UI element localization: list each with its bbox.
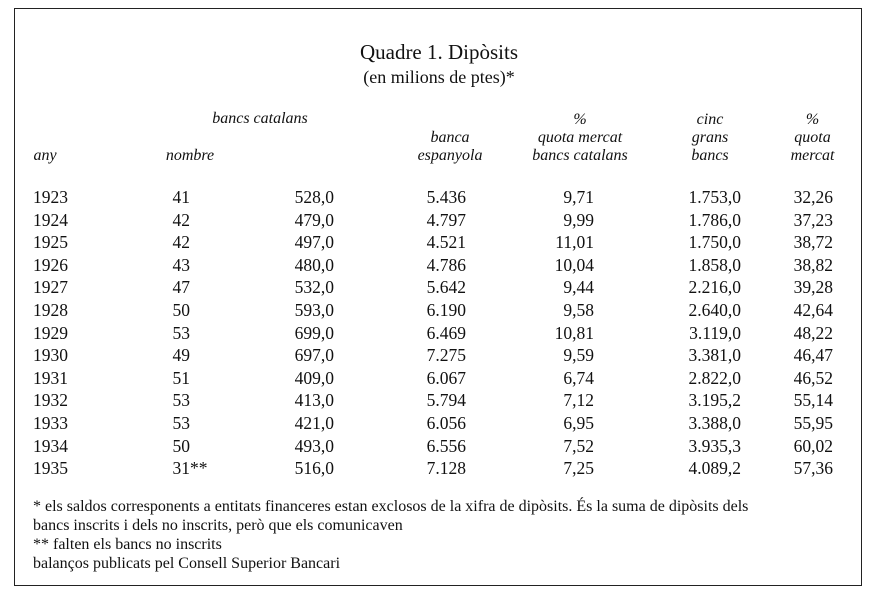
cell-nombre <box>160 187 220 208</box>
cell-any: 1924 <box>33 209 68 230</box>
cell-diposits: 697,0 <box>294 345 334 366</box>
note-line: * els saldos corresponents a entitats financeres estan exclosos de la xifra de dipòsits. És la suma de dipòsits dels <box>33 498 749 515</box>
cell-nombre <box>160 277 220 298</box>
cell-quota-catalans: 10,04 <box>554 254 594 275</box>
cell-nombre-footnote: ** <box>190 458 208 479</box>
cell-quota-mercat: 57,36 <box>793 458 833 479</box>
cell-nombre-value: 49 <box>172 345 190 366</box>
cell-quota-mercat: 46,47 <box>793 345 833 366</box>
cell-quota-mercat: 37,23 <box>793 209 833 230</box>
cell-quota-catalans: 7,52 <box>563 435 594 456</box>
note-line: bancs inscrits i dels no inscrits, però que els comunicaven <box>33 517 403 534</box>
cell-diposits: 480,0 <box>294 254 334 275</box>
cell-nombre <box>160 232 220 253</box>
cell-nombre <box>160 368 220 389</box>
cell-nombre <box>160 255 220 276</box>
cell-nombre <box>160 345 220 366</box>
cell-cinc-grans: 3.935,3 <box>688 435 741 456</box>
cell-banca-espanyola: 4.521 <box>426 232 466 253</box>
note-line: ** falten els bancs no inscrits <box>33 536 222 553</box>
cell-quota-catalans: 9,44 <box>563 277 594 298</box>
cell-any: 1931 <box>33 367 68 388</box>
cell-cinc-grans: 3.195,2 <box>688 390 741 411</box>
table-row <box>0 368 878 391</box>
table-row <box>0 390 878 413</box>
header-quota-mercat: % quota mercat <box>790 111 835 164</box>
cell-any: 1933 <box>33 412 68 433</box>
header-banca-espanyola: banca espanyola <box>417 129 483 164</box>
cell-diposits: 479,0 <box>294 209 334 230</box>
cell-banca-espanyola: 6.056 <box>426 412 466 433</box>
table-row <box>0 232 878 255</box>
cell-nombre <box>160 323 220 344</box>
note-line: balanços publicats pel Consell Superior Bancari <box>33 555 341 572</box>
cell-quota-catalans: 9,71 <box>563 187 594 207</box>
cell-any: 1930 <box>33 345 68 366</box>
cell-diposits: 699,0 <box>294 322 334 343</box>
cell-nombre-value: 31 <box>172 458 190 479</box>
cell-quota-mercat: 48,22 <box>793 322 833 343</box>
cell-quota-mercat: 39,28 <box>793 277 833 298</box>
header-nombre: nombre <box>165 147 215 164</box>
cell-nombre-value: 43 <box>172 254 190 275</box>
cell-nombre-value: 53 <box>172 322 190 343</box>
cell-nombre-value: 51 <box>172 367 190 388</box>
cell-nombre <box>160 300 220 321</box>
cell-any: 1932 <box>33 390 68 411</box>
cell-diposits: 528,0 <box>294 187 334 207</box>
cell-cinc-grans: 3.388,0 <box>688 412 741 433</box>
table-row <box>0 187 878 210</box>
table-row <box>0 277 878 300</box>
cell-diposits: 516,0 <box>294 458 334 479</box>
cell-nombre <box>160 413 220 434</box>
cell-quota-catalans: 9,99 <box>563 209 594 230</box>
cell-quota-mercat: 38,82 <box>793 254 833 275</box>
cell-nombre-value: 42 <box>172 209 190 230</box>
cell-banca-espanyola: 4.786 <box>426 254 466 275</box>
cell-any: 1928 <box>33 299 68 320</box>
cell-nombre-value: 50 <box>172 299 190 320</box>
cell-quota-catalans: 7,12 <box>563 390 594 411</box>
cell-quota-mercat: 42,64 <box>793 299 833 320</box>
cell-quota-mercat: 46,52 <box>793 367 833 388</box>
cell-nombre <box>160 436 220 457</box>
cell-quota-catalans: 6,74 <box>563 367 594 388</box>
cell-banca-espanyola: 5.794 <box>426 390 466 411</box>
cell-quota-mercat: 38,72 <box>793 232 833 253</box>
cell-banca-espanyola: 4.797 <box>426 209 466 230</box>
cell-nombre <box>160 458 220 479</box>
table-row <box>0 323 878 346</box>
cell-banca-espanyola: 7.275 <box>426 345 466 366</box>
table-row <box>0 210 878 233</box>
table-row <box>0 255 878 278</box>
cell-diposits: 532,0 <box>294 277 334 298</box>
table-row <box>0 436 878 459</box>
cell-banca-espanyola: 5.436 <box>426 187 466 207</box>
cell-cinc-grans: 1.753,0 <box>688 187 741 207</box>
cell-any: 1925 <box>33 232 68 253</box>
cell-diposits: 493,0 <box>294 435 334 456</box>
cell-any: 1935 <box>33 458 68 479</box>
cell-cinc-grans: 1.858,0 <box>688 254 741 275</box>
cell-cinc-grans: 1.750,0 <box>688 232 741 253</box>
cell-banca-espanyola: 6.469 <box>426 322 466 343</box>
cell-quota-mercat: 55,95 <box>793 412 833 433</box>
cell-quota-catalans: 9,59 <box>563 345 594 366</box>
table-subtitle: (en milions de ptes)* <box>363 67 515 87</box>
cell-quota-mercat: 32,26 <box>793 187 833 207</box>
cell-banca-espanyola: 6.556 <box>426 435 466 456</box>
cell-diposits: 593,0 <box>294 299 334 320</box>
cell-quota-mercat: 60,02 <box>793 435 833 456</box>
cell-diposits: 421,0 <box>294 412 334 433</box>
cell-banca-espanyola: 7.128 <box>426 458 466 479</box>
header-any: any <box>33 147 57 164</box>
cell-nombre-value: 47 <box>172 277 190 298</box>
cell-cinc-grans: 4.089,2 <box>688 458 741 479</box>
cell-quota-catalans: 11,01 <box>555 232 594 253</box>
table-row <box>0 345 878 368</box>
cell-nombre-value: 53 <box>172 412 190 433</box>
table-body <box>0 187 878 481</box>
cell-any: 1926 <box>33 254 68 275</box>
cell-any: 1927 <box>33 277 68 298</box>
cell-cinc-grans: 2.640,0 <box>688 299 741 320</box>
cell-quota-mercat: 55,14 <box>793 390 833 411</box>
cell-quota-catalans: 6,95 <box>563 412 594 433</box>
table-row <box>0 413 878 436</box>
cell-diposits: 413,0 <box>294 390 334 411</box>
cell-cinc-grans: 1.786,0 <box>688 209 741 230</box>
cell-any: 1929 <box>33 322 68 343</box>
table-title: Quadre 1. Dipòsits <box>359 40 519 64</box>
cell-nombre <box>160 210 220 231</box>
table-row <box>0 458 878 481</box>
table-notes <box>33 497 853 573</box>
cell-nombre-value: 41 <box>172 187 190 207</box>
table-row <box>0 300 878 323</box>
cell-nombre-value: 53 <box>172 390 190 411</box>
header-cinc-grans-bancs: cinc grans bancs <box>691 111 729 164</box>
cell-banca-espanyola: 6.067 <box>426 367 466 388</box>
cell-any: 1923 <box>33 187 68 207</box>
cell-quota-catalans: 7,25 <box>563 458 594 479</box>
cell-cinc-grans: 3.381,0 <box>688 345 741 366</box>
cell-quota-catalans: 9,58 <box>563 299 594 320</box>
cell-banca-espanyola: 6.190 <box>426 299 466 320</box>
cell-cinc-grans: 2.822,0 <box>688 367 741 388</box>
cell-nombre-value: 42 <box>172 232 190 253</box>
cell-any: 1934 <box>33 435 68 456</box>
cell-diposits: 409,0 <box>294 367 334 388</box>
cell-nombre <box>160 390 220 411</box>
cell-diposits: 497,0 <box>294 232 334 253</box>
header-quota-bancs-catalans: % quota mercat bancs catalans <box>532 111 628 164</box>
cell-banca-espanyola: 5.642 <box>426 277 466 298</box>
header-bancs-catalans: bancs catalans <box>212 110 308 127</box>
cell-quota-catalans: 10,81 <box>554 322 594 343</box>
cell-cinc-grans: 3.119,0 <box>689 322 741 343</box>
cell-cinc-grans: 2.216,0 <box>688 277 741 298</box>
cell-nombre-value: 50 <box>172 435 190 456</box>
